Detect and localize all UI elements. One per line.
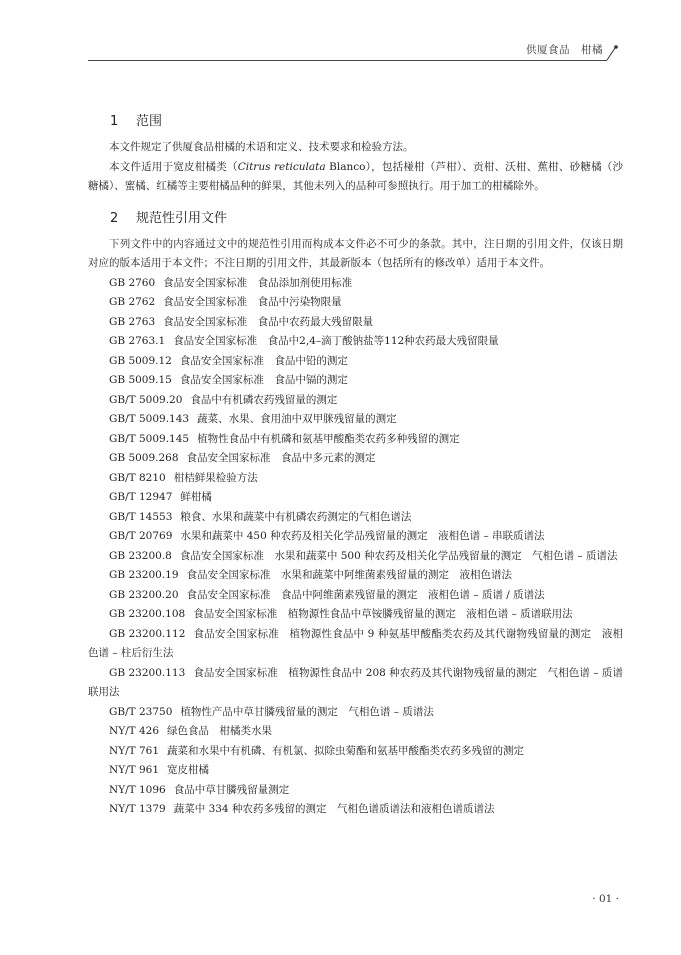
reference-title: 食品安全国家标准 食品中污染物限量 bbox=[163, 296, 342, 308]
scope-latin-name: Citrus reticulata bbox=[237, 160, 326, 173]
reference-code: GB 5009.12 bbox=[109, 354, 172, 367]
section-2-title: 规范性引用文件 bbox=[136, 210, 228, 226]
reference-item bbox=[88, 371, 623, 391]
reference-title: 食品安全国家标准 食品中阿维菌素残留量的测定 液相色谱 – 质谱 / 质谱法 bbox=[186, 588, 545, 601]
reference-item bbox=[88, 547, 623, 567]
reference-title: 蔬菜和水果中有机磷、有机氯、拟除虫菊酯和氨基甲酸酯类农药多残留的测定 bbox=[167, 744, 525, 757]
reference-item bbox=[88, 742, 623, 762]
reference-code: GB/T 20769 bbox=[109, 530, 173, 542]
reference-code: GB 23200.20 bbox=[109, 588, 179, 601]
reference-title: 植物性食品中有机磷和氨基甲酸酯类农药多种残留的测定 bbox=[197, 432, 460, 445]
reference-title: 柑桔鲜果检验方法 bbox=[173, 471, 258, 484]
reference-code: NY/T 426 bbox=[109, 725, 160, 737]
reference-code: GB 23200.108 bbox=[109, 608, 186, 620]
header-corner-mark-icon bbox=[605, 40, 621, 62]
running-header bbox=[88, 40, 621, 62]
reference-title: 食品中有机磷农药残留量的测定 bbox=[190, 393, 338, 406]
reference-code: GB/T 12947 bbox=[109, 491, 173, 503]
reference-item bbox=[88, 430, 623, 450]
scope-paragraph-1: 本文件规定了供厦食品柑橘的术语和定义、技术要求和检验方法。 bbox=[109, 141, 414, 153]
reference-title: 蔬菜中 334 种农药多残留的测定 气相色谱质谱法和液相色谱质谱法 bbox=[173, 803, 495, 815]
reference-code: GB/T 8210 bbox=[109, 471, 166, 484]
reference-item bbox=[88, 332, 623, 352]
references-intro: 下列文件中的内容通过文中的规范性引用而构成本文件必不可少的条款。其中，注日期的引用文件，仅该日期对应的版本适用于本文件；不注日期的引用文件，其最新版本（包括所有的修改单）适用于本文件。 bbox=[88, 237, 623, 269]
reference-item bbox=[88, 508, 623, 528]
section-2-number: 2 bbox=[110, 210, 119, 226]
reference-title: 蔬菜、水果、食用油中双甲脒残留量的测定 bbox=[197, 413, 397, 425]
reference-item bbox=[88, 449, 623, 469]
reference-code: NY/T 1379 bbox=[109, 803, 166, 815]
reference-item bbox=[88, 391, 623, 411]
reference-title: 食品安全国家标准 食品中多元素的测定 bbox=[186, 452, 376, 464]
reference-title: 植物性产品中草甘膦残留量的测定 气相色谱 – 质谱法 bbox=[180, 705, 434, 718]
reference-code: GB 5009.15 bbox=[109, 374, 172, 386]
section-1-title: 范围 bbox=[136, 114, 163, 129]
reference-code: GB 23200.113 bbox=[109, 666, 186, 679]
reference-title: 鲜柑橘 bbox=[180, 491, 212, 503]
reference-title: 食品安全国家标准 植物源性食品中 208 种农药及其代谢物残留量的测定 气相色谱 – 质谱联用法 bbox=[88, 666, 623, 698]
reference-list bbox=[88, 274, 623, 820]
reference-title: 食品中草甘膦残留量测定 bbox=[173, 783, 290, 796]
scope-text-after: Blanco），包括椪柑（芦柑）、贡柑、沃柑、蕉柑、砂糖橘（沙糖橘）、蜜橘、红橘等主要柑橘品种的鲜果，其他未列入的品种可参照执行。用于加工的柑橘除外。 bbox=[88, 160, 624, 192]
reference-title: 食品安全国家标准 植物源性食品中草铵膦残留量的测定 液相色谱 – 质谱联用法 bbox=[193, 608, 573, 620]
reference-code: NY/T 761 bbox=[109, 744, 160, 757]
reference-item bbox=[88, 488, 623, 508]
reference-code: GB 2760 bbox=[109, 276, 156, 289]
reference-title: 绿色食品 柑橘类水果 bbox=[167, 725, 273, 737]
reference-code: GB 23200.19 bbox=[109, 569, 179, 581]
reference-title: 食品安全国家标准 水果和蔬菜中阿维菌素残留量的测定 液相色谱法 bbox=[186, 569, 513, 581]
reference-title: 食品安全国家标准 食品中2,4–滴丁酸钠盐等112种农药最大残留限量 bbox=[173, 335, 499, 347]
reference-item bbox=[88, 566, 623, 586]
reference-code: GB 23200.8 bbox=[109, 549, 172, 562]
section-1-number: 1 bbox=[110, 114, 119, 129]
reference-item bbox=[88, 761, 623, 781]
running-title: 供厦食品 柑橘 bbox=[526, 44, 603, 56]
reference-title: 食品安全国家标准 食品中铅的测定 bbox=[179, 354, 348, 367]
reference-title: 食品安全国家标准 水果和蔬菜中 500 种农药及相关化学品残留量的测定 气相色谱 – 质谱法 bbox=[179, 549, 618, 562]
reference-item bbox=[88, 722, 623, 742]
reference-item bbox=[88, 274, 623, 294]
reference-title: 食品安全国家标准 植物源性食品中 9 种氨基甲酸酯类农药及其代谢物残留量的测定 液相色谱 – 柱后衍生法 bbox=[88, 627, 623, 659]
reference-code: GB/T 23750 bbox=[109, 705, 173, 718]
reference-title: 宽皮柑橘 bbox=[167, 764, 210, 776]
section-1-heading bbox=[110, 112, 623, 132]
reference-item bbox=[88, 586, 623, 606]
reference-item bbox=[88, 664, 623, 703]
reference-code: NY/T 961 bbox=[109, 764, 160, 776]
reference-item bbox=[88, 781, 623, 801]
reference-title: 粮食、水果和蔬菜中有机磷农药测定的气相色谱法 bbox=[180, 510, 412, 523]
reference-item bbox=[88, 469, 623, 489]
reference-item bbox=[88, 293, 623, 313]
reference-code: GB/T 5009.20 bbox=[109, 393, 183, 406]
reference-item bbox=[88, 313, 623, 333]
reference-item bbox=[88, 625, 623, 664]
reference-code: NY/T 1096 bbox=[109, 783, 166, 796]
reference-title: 水果和蔬菜中 450 种农药及相关化学品残留量的测定 液相色谱 – 串联质谱法 bbox=[180, 530, 545, 542]
reference-item bbox=[88, 352, 623, 372]
reference-title: 食品安全国家标准 食品中农药最大残留限量 bbox=[163, 315, 374, 328]
reference-code: GB/T 5009.143 bbox=[109, 413, 190, 425]
scope-paragraph-2 bbox=[88, 158, 623, 197]
reference-code: GB 23200.112 bbox=[109, 627, 186, 640]
section-2-heading bbox=[110, 209, 623, 229]
header-rule bbox=[88, 60, 607, 61]
reference-code: GB/T 5009.145 bbox=[109, 432, 190, 445]
reference-item bbox=[88, 605, 623, 625]
reference-item bbox=[88, 410, 623, 430]
reference-title: 食品安全国家标准 食品中镉的测定 bbox=[179, 374, 348, 386]
reference-code: GB 2763.1 bbox=[109, 335, 166, 347]
reference-code: GB/T 14553 bbox=[109, 510, 173, 523]
reference-item bbox=[88, 527, 623, 547]
reference-title: 食品安全国家标准 食品添加剂使用标准 bbox=[163, 276, 353, 289]
scope-text-before: 本文件适用于宽皮柑橘类（ bbox=[109, 160, 238, 173]
page-number: · 01 · bbox=[592, 893, 619, 905]
reference-code: GB 2763 bbox=[109, 315, 156, 328]
reference-code: GB 2762 bbox=[109, 296, 156, 308]
reference-item bbox=[88, 800, 623, 820]
reference-code: GB 5009.268 bbox=[109, 452, 179, 464]
page-body bbox=[88, 112, 623, 820]
reference-item bbox=[88, 703, 623, 723]
